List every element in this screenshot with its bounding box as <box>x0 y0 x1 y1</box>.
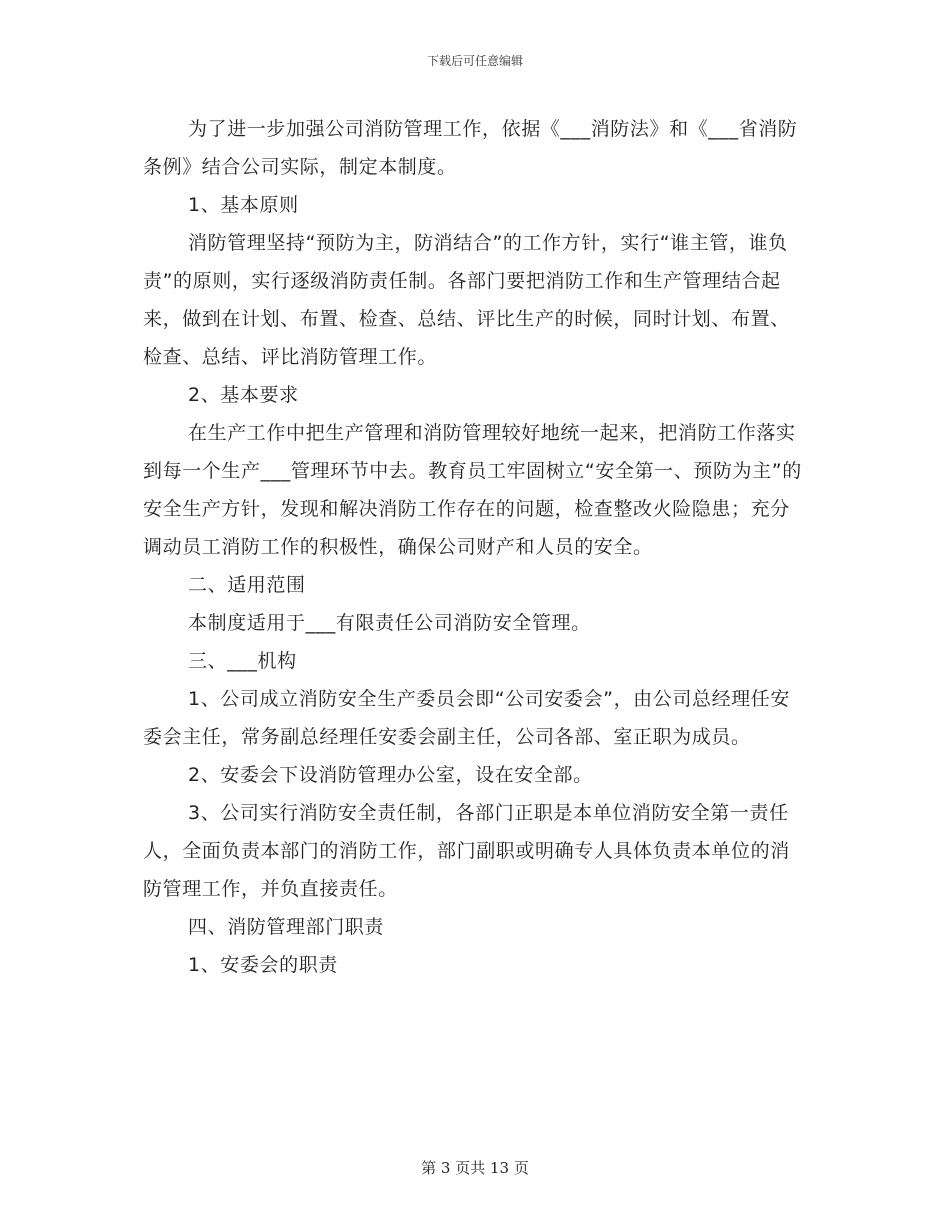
heading-basic-principles: 1、基本原则 <box>188 194 299 216</box>
page-number-footer: 第 3 页共 13 页 <box>421 1159 529 1177</box>
heading-organization: 三、___机构 <box>188 650 297 672</box>
paragraph-organization-3: 3、公司实行消防安全责任制，各部门正职是本单位消防安全第一责任人，全面负责本部门的消防工作，部门副职或明确专人具体负责本单位的消防管理工作，并负直接责任。 <box>143 802 790 900</box>
document-body <box>143 110 803 984</box>
paragraph-basic-principles: 消防管理坚持“预防为主，防消结合”的工作方针，实行“谁主管，谁负责”的原则，实行逐级消防责任制。各部门要把消防工作和生产管理结合起来，做到在计划、布置、检查、总结、评比生产的时候，同时计划、布置、检查、总结、评比消防管理工作。 <box>143 232 790 368</box>
heading-scope: 二、适用范围 <box>188 574 306 596</box>
paragraph-scope: 本制度适用于___有限责任公司消防安全管理。 <box>188 612 591 634</box>
paragraph-basic-requirements: 在生产工作中把生产管理和消防管理较好地统一起来，把消防工作落实到每一个生产___管理环节中去。教育员工牢固树立“安全第一、预防为主”的安全生产方针，发现和解决消防工作存在的问题，检查整改火险隐患；充分调动员工消防工作的积极性，确保公司财产和人员的安全。 <box>143 422 802 558</box>
paragraph-intro: 为了进一步加强公司消防管理工作，依据《___消防法》和《___省消防条例》结合公司实际，制定本制度。 <box>143 118 798 178</box>
paragraph-organization-2: 2、安委会下设消防管理办公室，设在安全部。 <box>188 764 593 786</box>
heading-basic-requirements: 2、基本要求 <box>188 384 299 406</box>
paragraph-organization-1: 1、公司成立消防安全生产委员会即“公司安委会”，由公司总经理任安委会主任，常务副总经理任安委会副主任，公司各部、室正职为成员。 <box>143 688 790 748</box>
heading-committee-duties: 1、安委会的职责 <box>188 954 338 976</box>
heading-department-duties: 四、消防管理部门职责 <box>188 916 385 938</box>
page-header-note: 下载后可任意编辑 <box>426 54 523 68</box>
